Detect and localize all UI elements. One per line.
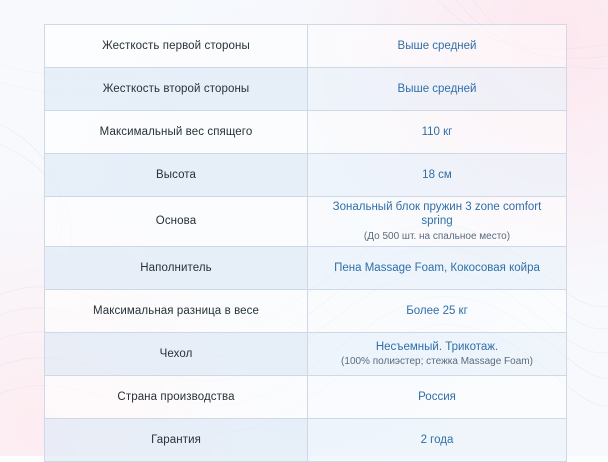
specifications-table: [44, 24, 567, 462]
spec-value-cell: [308, 197, 567, 247]
spec-value-text: Пена Massage Foam, Кокосовая койра: [334, 261, 540, 274]
spec-value-wrap: [308, 258, 566, 278]
spec-label-cell: [45, 154, 308, 197]
spec-label-text: Страна производства: [117, 390, 235, 403]
spec-value-wrap: [308, 337, 566, 371]
spec-value-text: Россия: [418, 390, 456, 403]
table-row: [45, 375, 567, 418]
table-row: [45, 332, 567, 375]
spec-value-text: 110 кг: [421, 125, 453, 138]
spec-label-text: Гарантия: [151, 433, 201, 446]
spec-value-wrap: [308, 430, 566, 450]
spec-value-cell: [308, 418, 567, 461]
spec-value-text: 18 см: [422, 168, 452, 181]
spec-value-cell: [308, 25, 567, 68]
specifications-table-container: [44, 24, 564, 462]
spec-value-wrap: [308, 301, 566, 321]
spec-value-wrap: [308, 122, 566, 142]
spec-value-wrap: [308, 79, 566, 99]
spec-value-subtext: (100% полиэстер; стежка Massage Foam): [341, 355, 533, 367]
spec-value-cell: [308, 375, 567, 418]
table-row: [45, 68, 567, 111]
spec-label-text: Чехол: [159, 347, 193, 360]
table-row: [45, 154, 567, 197]
spec-label-text: Жесткость второй стороны: [102, 82, 250, 95]
spec-label-cell: [45, 246, 308, 289]
spec-value-wrap: [308, 165, 566, 185]
spec-value-wrap: [308, 387, 566, 407]
spec-label-cell: [45, 68, 308, 111]
spec-label-text: Наполнитель: [140, 261, 212, 274]
spec-value-cell: [308, 332, 567, 375]
spec-label-cell: [45, 111, 308, 154]
spec-value-cell: [308, 154, 567, 197]
spec-label-cell: [45, 332, 308, 375]
spec-value-text: Несъемный. Трикотаж.: [375, 340, 499, 353]
table-row: [45, 289, 567, 332]
spec-label-text: Максимальный вес спящего: [99, 125, 253, 138]
spec-value-text: Более 25 кг: [406, 304, 468, 317]
spec-value-wrap: [308, 36, 566, 56]
spec-value-text: Зональный блок пружин 3 zone comfort spring: [332, 201, 542, 228]
spec-value-text: 2 года: [420, 433, 454, 446]
spec-label-cell: [45, 289, 308, 332]
spec-value-cell: [308, 246, 567, 289]
spec-label-cell: [45, 25, 308, 68]
spec-value-cell: [308, 68, 567, 111]
spec-value-text: Выше средней: [397, 39, 477, 52]
spec-label-text: Максимальная разница в весе: [92, 304, 260, 317]
table-row: [45, 246, 567, 289]
spec-value-subtext: (До 500 шт. на спальное место): [363, 230, 511, 242]
spec-value-text: Выше средней: [397, 82, 477, 95]
spec-label-text: Высота: [155, 168, 197, 181]
spec-label-text: Основа: [155, 215, 197, 228]
spec-label-cell: [45, 197, 308, 247]
spec-value-wrap: [308, 197, 566, 246]
spec-label-text: Жесткость первой стороны: [102, 39, 250, 52]
table-row: [45, 25, 567, 68]
table-row: [45, 197, 567, 247]
table-row: [45, 111, 567, 154]
spec-label-cell: [45, 375, 308, 418]
spec-value-cell: [308, 111, 567, 154]
table-row: [45, 418, 567, 461]
spec-label-cell: [45, 418, 308, 461]
spec-value-cell: [308, 289, 567, 332]
